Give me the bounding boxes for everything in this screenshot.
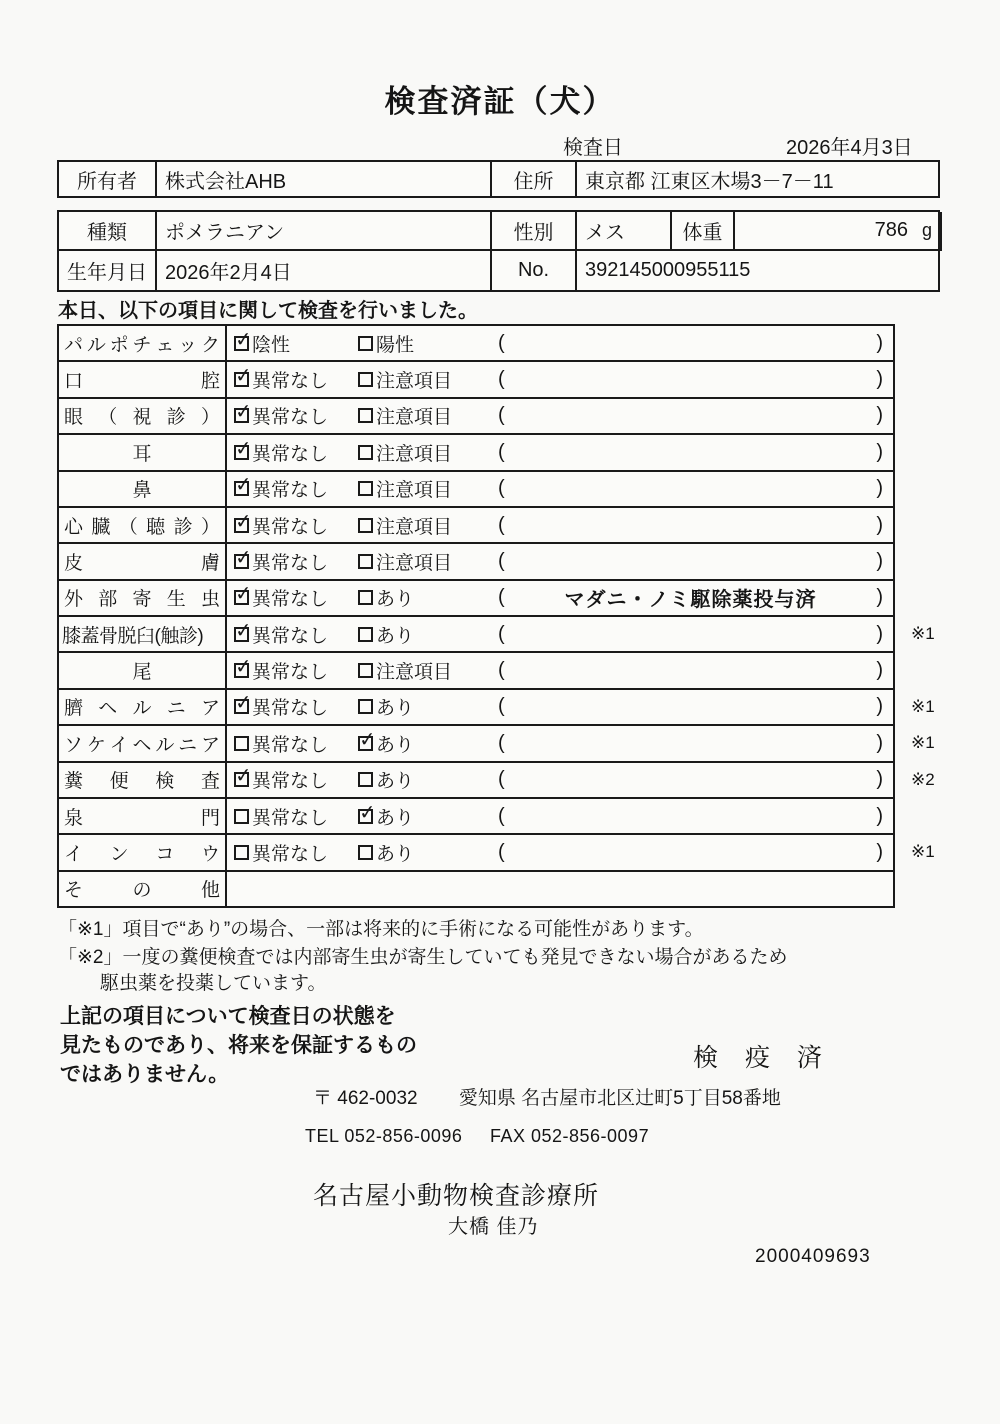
checkbox: [358, 799, 377, 825]
paren-open: (: [498, 586, 505, 609]
label-char: の: [132, 880, 152, 902]
exam-row: [59, 870, 893, 906]
option-label: 注意項目: [376, 443, 453, 465]
exam-item-label: [59, 799, 227, 833]
label-char: ニ: [178, 734, 198, 756]
check-mark-icon: ✓: [234, 435, 253, 461]
exam-row: [59, 688, 935, 724]
paren-open: (: [498, 513, 505, 536]
option-label: 陽性: [376, 334, 415, 356]
label-char: イ: [109, 734, 129, 756]
exam-option: [234, 839, 358, 866]
paren-open: (: [498, 549, 505, 572]
label-char: 診: [173, 516, 193, 538]
label-char: 便: [109, 771, 129, 793]
sex-value: メス: [577, 212, 672, 251]
label-char: 生: [166, 589, 186, 611]
checkbox: [234, 326, 253, 352]
option-label: 注意項目: [376, 662, 453, 684]
label-char: （: [98, 407, 118, 429]
owner-table: [57, 160, 940, 198]
remarks-field: [498, 805, 893, 828]
paren-close: ): [876, 731, 883, 754]
label-char: パ: [64, 334, 84, 356]
check-mark-icon: ✓: [234, 544, 253, 570]
exam-option: [358, 366, 498, 393]
checkbox: [234, 617, 253, 643]
exam-option: [358, 402, 498, 429]
exam-option: [234, 617, 358, 648]
exam-option: [358, 475, 498, 502]
paren-close: ): [876, 440, 883, 463]
paren-close: ): [876, 659, 883, 682]
clinic-name: 名古屋小動物検査診療所: [313, 1182, 600, 1210]
label-char: 糞: [64, 771, 84, 793]
option-label: 異常なし: [252, 771, 329, 793]
checkbox: [358, 772, 373, 787]
exam-item-label: [59, 362, 227, 396]
exam-options: [227, 581, 893, 615]
label-char: ン: [109, 843, 129, 865]
checkbox: [234, 580, 253, 606]
exam-option: [358, 584, 498, 611]
label-char: ル: [86, 334, 106, 356]
birth-value: 2026年2月4日: [157, 251, 492, 290]
exam-item-label: [59, 726, 227, 760]
label-char: 臓: [91, 516, 111, 538]
checkbox: [234, 362, 253, 388]
remarks-field: [498, 441, 893, 464]
option-label: 注意項目: [376, 371, 453, 393]
label-char: ヘ: [98, 698, 118, 720]
option-label: あり: [376, 807, 415, 829]
owner-value: 株式会社AHB: [157, 162, 492, 196]
exam-item-label: [59, 544, 227, 578]
label-char: ル: [132, 698, 152, 720]
label-char: ッ: [178, 334, 198, 356]
checkbox: [234, 508, 253, 534]
checkbox: [358, 627, 373, 642]
veterinarian-name: 大橋 佳乃: [448, 1216, 539, 1238]
paren-close: ): [876, 804, 883, 827]
exam-item-label: [59, 581, 227, 615]
label-char: そ: [64, 880, 84, 902]
paren-open: (: [498, 440, 505, 463]
remarks-text: マダニ・ノミ駆除薬投与済: [564, 589, 817, 612]
exam-option: [358, 799, 498, 830]
checkbox: [358, 481, 373, 496]
label-char: ル: [155, 734, 175, 756]
checkbox: [358, 336, 373, 351]
paren-close: ): [876, 840, 883, 863]
paren-close: ): [876, 622, 883, 645]
exam-row: [59, 797, 893, 833]
label-char: 眼: [64, 407, 84, 429]
option-label: あり: [376, 625, 415, 647]
footnote-2-cont: 駆虫薬を投薬しています。: [100, 973, 327, 994]
no-label: No.: [492, 251, 577, 290]
clinic-tel: TEL 052-856-0096: [305, 1126, 463, 1146]
label-char: 他: [200, 880, 220, 902]
paren-open: (: [498, 659, 505, 682]
label-char: 口: [64, 371, 84, 393]
check-mark-icon: ✓: [234, 326, 253, 352]
exam-option: [358, 548, 498, 575]
label-char: ウ: [200, 843, 220, 865]
check-mark-icon: ✓: [234, 762, 253, 788]
check-mark-icon: ✓: [234, 580, 253, 606]
option-label: 異常なし: [252, 407, 329, 429]
exam-option: [358, 839, 498, 866]
exam-item-label: [59, 872, 227, 906]
option-label: 異常なし: [252, 516, 329, 538]
weight-number: 786: [874, 219, 908, 241]
label-char: ェ: [155, 334, 175, 356]
address-value: 東京都 江東区木場3－7－11: [585, 170, 834, 193]
label-char: 虫: [200, 589, 220, 611]
checkbox: [358, 372, 373, 387]
exam-option: [358, 726, 498, 757]
exam-statement: 本日、以下の項目に関して検査を行いました。: [58, 300, 478, 322]
exam-option: [234, 362, 358, 393]
exam-option: [358, 439, 498, 466]
checkbox: [234, 653, 253, 679]
remarks-field: [498, 732, 893, 755]
checkbox: [358, 845, 373, 860]
label-char: ソ: [64, 734, 84, 756]
label-char: ニ: [166, 698, 186, 720]
exam-row: [59, 833, 935, 869]
footnote-mark: ※1: [911, 733, 935, 753]
option-label: 異常なし: [252, 698, 329, 720]
option-label: あり: [376, 771, 415, 793]
label-char: ヘ: [132, 734, 152, 756]
exam-option: [234, 762, 358, 793]
checkbox: [234, 435, 253, 461]
remarks-field: [498, 768, 893, 791]
exam-item-label: [59, 508, 227, 542]
exam-item-label: [59, 763, 227, 797]
option-label: 異常なし: [252, 625, 329, 647]
option-label: 注意項目: [376, 407, 453, 429]
no-value: 392145000955115: [585, 259, 751, 281]
label-char: 腔: [200, 371, 220, 393]
option-label: 異常なし: [252, 589, 329, 611]
exam-options: [227, 435, 893, 469]
breed-label: 種類: [59, 212, 157, 251]
page-title: 検査済証（犬）: [384, 84, 616, 119]
label-char: 外: [64, 589, 84, 611]
label-char: 視: [132, 407, 152, 429]
checkbox: [358, 518, 373, 533]
exam-option: [234, 803, 358, 830]
animal-table: [57, 210, 940, 292]
exam-row: [59, 542, 893, 578]
paren-close: ): [876, 586, 883, 609]
check-mark-icon: ✓: [234, 689, 253, 715]
exam-option: [234, 471, 358, 502]
option-label: あり: [376, 734, 415, 756]
exam-row: [59, 651, 893, 687]
exam-option: [234, 580, 358, 611]
checkbox: [234, 689, 253, 715]
breed-value: ポメラニアン: [157, 212, 492, 251]
check-mark-icon: ✓: [234, 362, 253, 388]
option-label: あり: [376, 843, 415, 865]
exam-item-label: 膝蓋骨脱臼(触診): [59, 617, 227, 651]
paren-open: (: [498, 404, 505, 427]
exam-options: [227, 544, 893, 578]
option-label: 注意項目: [376, 516, 453, 538]
footnote-mark: ※2: [911, 769, 935, 789]
exam-row: [59, 326, 893, 360]
label-char: 寄: [132, 589, 152, 611]
option-label: 異常なし: [252, 443, 329, 465]
exam-row: [59, 724, 935, 760]
paren-close: ): [876, 331, 883, 354]
option-label: あり: [376, 698, 415, 720]
clinic-postal-line: [313, 1083, 781, 1110]
exam-row: [59, 470, 893, 506]
label-char: 検: [155, 771, 175, 793]
remarks-field: [498, 695, 893, 718]
footnote-2: 「※2」一度の糞便検査では内部寄生虫が寄生していても発見できない場合があるため: [58, 947, 788, 968]
option-label: 異常なし: [252, 843, 329, 865]
option-label: 注意項目: [376, 552, 453, 574]
serial-number: 2000409693: [755, 1246, 871, 1267]
paren-open: (: [498, 804, 505, 827]
option-label: 異常なし: [252, 807, 329, 829]
exam-option: [358, 512, 498, 539]
paren-close: ): [876, 368, 883, 391]
paren-open: (: [498, 331, 505, 354]
exam-option: [234, 508, 358, 539]
label-char: コ: [155, 843, 175, 865]
checkbox: [358, 445, 373, 460]
label-char: 臍: [64, 698, 84, 720]
footnote-mark: ※1: [911, 842, 935, 862]
exam-options: [227, 326, 893, 360]
quarantine-stamp: 検 疫 済: [693, 1044, 832, 1072]
disclaimer: [60, 1002, 417, 1089]
check-mark-icon: ✓: [234, 617, 253, 643]
label-char: 聴: [146, 516, 166, 538]
label-char: ア: [200, 734, 220, 756]
label-char: ア: [200, 698, 220, 720]
disclaimer-line-2: 見たものであり、将来を保証するもの: [60, 1034, 417, 1057]
exam-row: [59, 506, 893, 542]
check-mark-icon: ✓: [234, 398, 253, 424]
paren-open: (: [498, 477, 505, 500]
exam-row: [59, 579, 893, 615]
remarks-field: [498, 623, 893, 646]
label-char: ）: [200, 516, 220, 538]
clinic-address: 愛知県 名古屋市北区辻町5丁目58番地: [458, 1088, 781, 1109]
exam-row: [59, 433, 893, 469]
label-char: ポ: [109, 334, 129, 356]
checkbox: [234, 736, 249, 751]
exam-option: [358, 766, 498, 793]
exam-item-label: [59, 399, 227, 433]
remarks-field: [498, 404, 893, 427]
exam-item-label: [59, 326, 227, 360]
exam-option: [234, 730, 358, 757]
exam-options: [227, 726, 893, 760]
exam-option: [234, 398, 358, 429]
clinic-tel-line: [305, 1126, 649, 1147]
label-char: ク: [200, 334, 220, 356]
exam-option: [358, 693, 498, 720]
exam-option: [234, 689, 358, 720]
exam-date-value: 2026年4月3日: [786, 137, 913, 159]
exam-options: [227, 799, 893, 833]
exam-row: [59, 615, 935, 651]
exam-row: [59, 397, 893, 433]
birth-label: 生年月日: [59, 251, 157, 290]
weight-label: 体重: [672, 212, 735, 251]
footnote-1: 「※1」項目で“あり”の場合、一部は将来的に手術になる可能性があります。: [58, 919, 704, 940]
remarks-field: [498, 583, 893, 612]
option-label: あり: [376, 589, 415, 611]
paren-close: ): [876, 695, 883, 718]
exam-item-label: 鼻: [59, 472, 227, 506]
check-mark-icon: ✓: [358, 726, 377, 752]
exam-item-label: [59, 690, 227, 724]
option-label: 異常なし: [252, 662, 329, 684]
sex-label: 性別: [492, 212, 577, 251]
remarks-field: [498, 368, 893, 391]
exam-options: [227, 617, 893, 651]
exam-option: [234, 653, 358, 684]
remarks-field: [498, 332, 893, 355]
remarks-field: [498, 514, 893, 537]
clinic-fax: FAX 052-856-0097: [489, 1126, 650, 1146]
paren-close: ): [876, 549, 883, 572]
exam-options: [227, 835, 893, 869]
check-mark-icon: ✓: [358, 799, 377, 825]
label-char: ケ: [86, 734, 106, 756]
checkbox: [234, 398, 253, 424]
paren-close: ): [876, 513, 883, 536]
disclaimer-line-3: ではありません。: [60, 1063, 230, 1086]
label-char: ）: [200, 407, 220, 429]
checkbox: [234, 762, 253, 788]
paren-close: ): [876, 404, 883, 427]
check-mark-icon: ✓: [234, 471, 253, 497]
exam-item-label: 尾: [59, 653, 227, 687]
paren-close: ): [876, 477, 883, 500]
label-char: 診: [166, 407, 186, 429]
label-char: 膚: [200, 552, 220, 574]
remarks-field: [498, 477, 893, 500]
remarks-field: [498, 841, 893, 864]
paren-open: (: [498, 622, 505, 645]
option-label: 異常なし: [252, 480, 329, 502]
owner-label: 所有者: [59, 162, 157, 196]
exam-item-label: 耳: [59, 435, 227, 469]
label-char: イ: [64, 843, 84, 865]
exam-options: [227, 472, 893, 506]
paren-open: (: [498, 695, 505, 718]
checkbox: [234, 544, 253, 570]
check-mark-icon: ✓: [234, 508, 253, 534]
label-char: 門: [200, 807, 220, 829]
exam-options: [227, 653, 893, 687]
exam-item-label: [59, 835, 227, 869]
weight-unit: g: [921, 220, 932, 240]
label-char: チ: [132, 334, 152, 356]
option-label: 異常なし: [252, 734, 329, 756]
exam-option: [358, 621, 498, 648]
remarks-field: [498, 659, 893, 682]
label-char: 心: [64, 516, 84, 538]
postal-code: 〒 462-0032: [313, 1088, 418, 1109]
checkbox: [358, 726, 377, 752]
address-label: 住所: [492, 162, 577, 196]
exam-options: [227, 508, 893, 542]
footnote-mark: ※1: [911, 696, 935, 716]
exam-row: [59, 761, 935, 797]
checkbox: [358, 699, 373, 714]
exam-row: [59, 360, 893, 396]
exam-option: [234, 435, 358, 466]
label-char: 部: [98, 589, 118, 611]
option-label: 陰性: [252, 334, 291, 356]
exam-options: [227, 399, 893, 433]
option-label: 注意項目: [376, 480, 453, 502]
option-label: 異常なし: [252, 371, 329, 393]
checkbox: [358, 663, 373, 678]
exam-options: [227, 362, 893, 396]
exam-options: [227, 690, 893, 724]
remarks-field: [498, 550, 893, 573]
check-mark-icon: ✓: [234, 653, 253, 679]
paren-open: (: [498, 768, 505, 791]
label-char: 泉: [64, 807, 84, 829]
paren-open: (: [498, 731, 505, 754]
option-label: 異常なし: [252, 552, 329, 574]
paren-open: (: [498, 840, 505, 863]
label-char: （: [118, 516, 138, 538]
exam-table: [57, 324, 935, 908]
checkbox: [358, 554, 373, 569]
checkbox: [234, 809, 249, 824]
label-char: 皮: [64, 552, 84, 574]
label-char: 査: [200, 771, 220, 793]
exam-options: [227, 763, 893, 797]
checkbox: [234, 845, 249, 860]
exam-option: [358, 657, 498, 684]
exam-options: [227, 872, 893, 906]
exam-option: [234, 326, 358, 357]
paren-close: ): [876, 768, 883, 791]
exam-option: [358, 330, 498, 357]
weight-value: [735, 212, 942, 251]
exam-date-label: 検査日: [563, 137, 623, 159]
footnote-mark: ※1: [911, 624, 935, 644]
checkbox: [358, 408, 373, 423]
checkbox: [234, 471, 253, 497]
paren-open: (: [498, 368, 505, 391]
disclaimer-line-1: 上記の項目について検査日の状態を: [60, 1005, 396, 1028]
exam-option: [234, 544, 358, 575]
checkbox: [358, 590, 373, 605]
